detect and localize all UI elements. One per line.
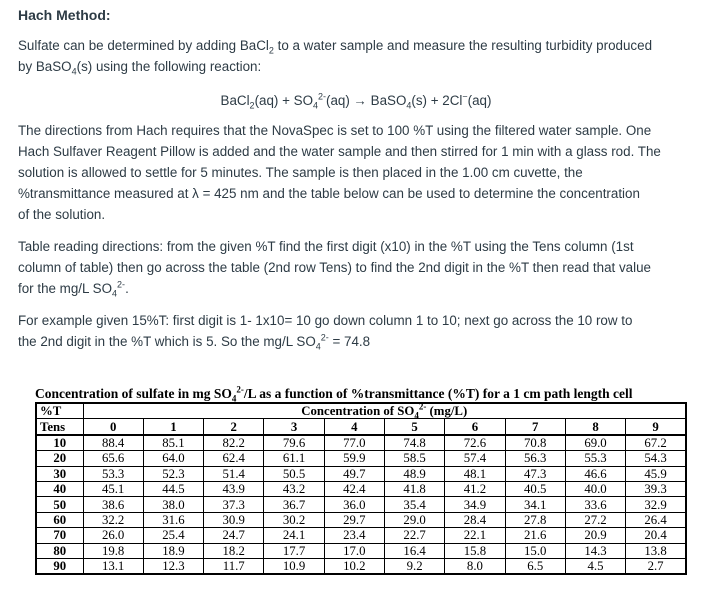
value-cell: 8.0 [445, 558, 505, 574]
value-cell: 24.7 [204, 528, 264, 543]
directions-line: Hach Sulfaver Reagent Pillow is added and the water sample and then stirred for 1 min with a glass rod. The [18, 144, 661, 159]
sulfate-table-figure [35, 386, 687, 575]
value-cell: 41.8 [384, 481, 444, 496]
value-cell: 49.7 [324, 466, 384, 481]
value-cell: 32.9 [626, 497, 686, 512]
intro-paragraph [18, 35, 694, 77]
reaction-equation: BaCl$_2$(aq) + $SO_4^{2-}(aq)$ → BaSO$_4$(s) + 2Cl−(aq) [220, 91, 492, 111]
example-line-2: the 2nd digit in the %T which is 5. So the mg/L $SO_4^{2-} = 74.8$ [18, 332, 371, 352]
digit-header: 3 [264, 419, 324, 435]
value-cell: 79.6 [264, 435, 324, 451]
value-cell: 18.9 [143, 543, 203, 558]
intro-line-2: by BaSO$_4$(s) using the following reaction: [18, 59, 262, 77]
value-cell: 11.7 [204, 558, 264, 574]
table-row [36, 543, 686, 558]
value-cell: 85.1 [143, 435, 203, 451]
table-title: Concentration of sulfate in mg $SO_4^{2-}/L$ as a function of %transmittance (%T) for a 1 cm path length cell [35, 384, 633, 404]
value-cell: 34.9 [445, 497, 505, 512]
value-cell: 43.9 [204, 481, 264, 496]
directions-line: solution is allowed to settle for 5 minutes. The sample is then placed in the 1.00 cm cuvette, the [18, 165, 583, 180]
digit-header: 5 [384, 419, 444, 435]
value-cell: 22.1 [445, 528, 505, 543]
value-cell: 77.0 [324, 435, 384, 451]
value-cell: 20.9 [565, 528, 625, 543]
page-heading: Hach Method: [18, 7, 111, 23]
value-cell: 47.3 [505, 466, 565, 481]
value-cell: 28.4 [445, 512, 505, 527]
value-cell: 23.4 [324, 528, 384, 543]
table-row [36, 558, 686, 574]
value-cell: 50.5 [264, 466, 324, 481]
table-row [36, 435, 686, 451]
value-cell: 82.2 [204, 435, 264, 451]
pt-label: %T [36, 403, 83, 419]
value-cell: 67.2 [626, 435, 686, 451]
directions-line: %transmittance measured at λ = 425 nm and the table below can be used to determine the concentration [18, 186, 640, 201]
value-cell: 72.6 [445, 435, 505, 451]
value-cell: 12.3 [143, 558, 203, 574]
digit-header: 8 [565, 419, 625, 435]
value-cell: 64.0 [143, 451, 203, 466]
value-cell: 29.7 [324, 512, 384, 527]
value-cell: 38.6 [83, 497, 143, 512]
table-row [36, 481, 686, 496]
value-cell: 29.0 [384, 512, 444, 527]
value-cell: 38.0 [143, 497, 203, 512]
value-cell: 24.1 [264, 528, 324, 543]
value-cell: 19.8 [83, 543, 143, 558]
value-cell: 18.2 [204, 543, 264, 558]
digits-row [36, 419, 686, 435]
table-row [36, 451, 686, 466]
digit-header: 1 [143, 419, 203, 435]
directions-paragraph [18, 120, 694, 225]
value-cell: 20.4 [626, 528, 686, 543]
value-cell: 27.2 [565, 512, 625, 527]
value-cell: 45.1 [83, 481, 143, 496]
digit-header: 6 [445, 419, 505, 435]
value-cell: 51.4 [204, 466, 264, 481]
value-cell: 31.6 [143, 512, 203, 527]
value-cell: 44.5 [143, 481, 203, 496]
value-cell: 15.0 [505, 543, 565, 558]
tens-cell: 70 [36, 528, 83, 543]
reading-line-1: Table reading directions: from the given %T find the first digit (x10) in the %T using the Tens column (1st [18, 239, 634, 254]
value-cell: 36.0 [324, 497, 384, 512]
value-cell: 36.7 [264, 497, 324, 512]
digit-header: 9 [626, 419, 686, 435]
tens-cell: 40 [36, 481, 83, 496]
value-cell: 16.4 [384, 543, 444, 558]
table-row [36, 528, 686, 543]
value-cell: 37.3 [204, 497, 264, 512]
value-cell: 65.6 [83, 451, 143, 466]
value-cell: 26.0 [83, 528, 143, 543]
value-cell: 53.3 [83, 466, 143, 481]
value-cell: 61.1 [264, 451, 324, 466]
value-cell: 59.9 [324, 451, 384, 466]
tens-cell: 60 [36, 512, 83, 527]
value-cell: 43.2 [264, 481, 324, 496]
table-row [36, 497, 686, 512]
value-cell: 32.2 [83, 512, 143, 527]
value-cell: 54.3 [626, 451, 686, 466]
value-cell: 33.6 [565, 497, 625, 512]
tens-label: Tens [36, 419, 83, 435]
tens-cell: 10 [36, 435, 83, 451]
value-cell: 35.4 [384, 497, 444, 512]
digit-header: 4 [324, 419, 384, 435]
value-cell: 70.8 [505, 435, 565, 451]
value-cell: 74.8 [384, 435, 444, 451]
value-cell: 42.4 [324, 481, 384, 496]
value-cell: 26.4 [626, 512, 686, 527]
directions-line: The directions from Hach requires that the NovaSpec is set to 100 %T using the filtered water sample. One [18, 123, 652, 138]
value-cell: 88.4 [83, 435, 143, 451]
value-cell: 30.9 [204, 512, 264, 527]
value-cell: 69.0 [565, 435, 625, 451]
digit-header: 0 [83, 419, 143, 435]
value-cell: 48.9 [384, 466, 444, 481]
value-cell: 30.2 [264, 512, 324, 527]
value-cell: 58.5 [384, 451, 444, 466]
value-cell: 40.5 [505, 481, 565, 496]
value-cell: 17.7 [264, 543, 324, 558]
sulfate-table [35, 402, 687, 575]
value-cell: 48.1 [445, 466, 505, 481]
value-cell: 10.2 [324, 558, 384, 574]
tens-cell: 50 [36, 497, 83, 512]
tens-cell: 30 [36, 466, 83, 481]
reading-line-3: for the mg/L $SO_4^{2-}$. [18, 279, 129, 299]
tens-cell: 20 [36, 451, 83, 466]
tens-cell: 90 [36, 558, 83, 574]
value-cell: 22.7 [384, 528, 444, 543]
tens-cell: 80 [36, 543, 83, 558]
value-cell: 6.5 [505, 558, 565, 574]
value-cell: 45.9 [626, 466, 686, 481]
value-cell: 56.3 [505, 451, 565, 466]
value-cell: 21.6 [505, 528, 565, 543]
value-cell: 4.5 [565, 558, 625, 574]
value-cell: 52.3 [143, 466, 203, 481]
example-line-1: For example given 15%T: first digit is 1- 1x10= 10 go down column 1 to 10; next go across the 10 row to [18, 313, 633, 328]
value-cell: 2.7 [626, 558, 686, 574]
value-cell: 57.4 [445, 451, 505, 466]
example-paragraph [18, 310, 694, 352]
table-row [36, 466, 686, 481]
value-cell: 55.3 [565, 451, 625, 466]
digit-header: 2 [204, 419, 264, 435]
value-cell: 13.8 [626, 543, 686, 558]
value-cell: 62.4 [204, 451, 264, 466]
digit-header: 7 [505, 419, 565, 435]
table-row [36, 512, 686, 527]
value-cell: 10.9 [264, 558, 324, 574]
value-cell: 9.2 [384, 558, 444, 574]
intro-line-1: Sulfate can be determined by adding BaCl$_2$ to a water sample and measure the resulting turbidity produced [18, 38, 653, 56]
reading-directions-paragraph [18, 236, 694, 299]
value-cell: 13.1 [83, 558, 143, 574]
value-cell: 25.4 [143, 528, 203, 543]
value-cell: 46.6 [565, 466, 625, 481]
concentration-header: Concentration of $SO_4^{2-}$ (mg/L) [83, 403, 686, 419]
reading-line-2: column of table) then go across the table (2nd row Tens) to find the 2nd digit in the %T then read that value [18, 260, 651, 275]
value-cell: 27.8 [505, 512, 565, 527]
table-header-row [36, 403, 686, 419]
value-cell: 40.0 [565, 481, 625, 496]
value-cell: 14.3 [565, 543, 625, 558]
value-cell: 17.0 [324, 543, 384, 558]
value-cell: 39.3 [626, 481, 686, 496]
value-cell: 34.1 [505, 497, 565, 512]
directions-line: of the solution. [18, 207, 106, 222]
value-cell: 41.2 [445, 481, 505, 496]
value-cell: 15.8 [445, 543, 505, 558]
